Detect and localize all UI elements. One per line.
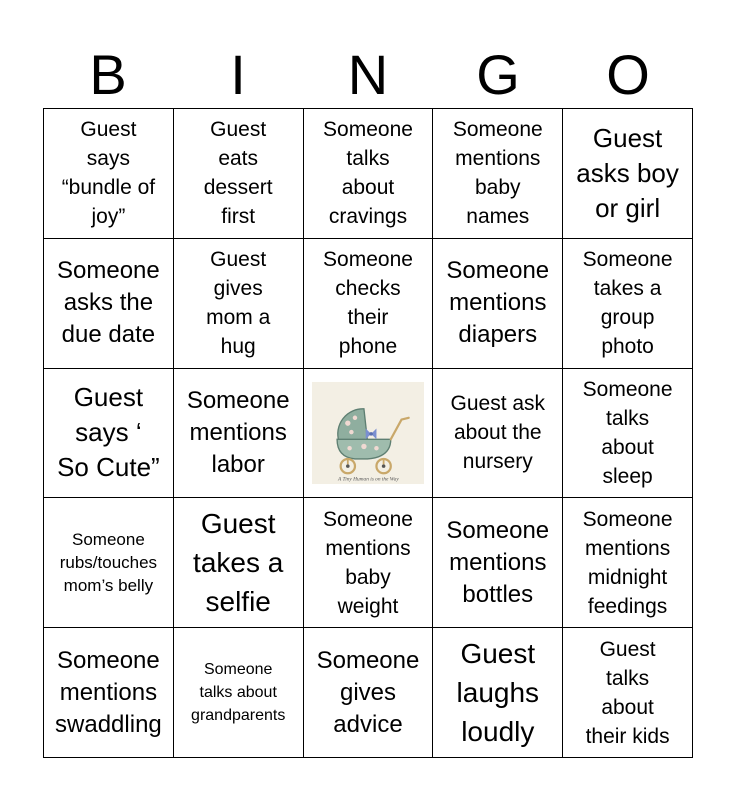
bingo-cell[interactable] <box>44 239 174 369</box>
cell-text: Guest takes a selfie <box>193 508 284 618</box>
header-letter-g: G <box>476 43 520 106</box>
bingo-cell[interactable] <box>433 369 563 499</box>
cell-text: Guest talks about their kids <box>585 637 670 748</box>
cell-text: Someone takes a group photo <box>582 248 673 359</box>
baby-carriage-icon <box>312 376 425 490</box>
cell-text: Someone mentions baby names <box>452 118 543 229</box>
bingo-cell[interactable] <box>433 239 563 369</box>
bingo-cell[interactable] <box>563 498 693 628</box>
bingo-cell[interactable] <box>563 109 693 239</box>
cell-text: Someone rubs/touches mom’s belly <box>59 530 158 596</box>
bingo-cell[interactable] <box>44 109 174 239</box>
cell-text: Someone asks the due date <box>57 257 160 349</box>
bingo-cell[interactable] <box>304 498 434 628</box>
cell-text: Someone talks about grandparents <box>191 661 286 725</box>
bingo-cell[interactable] <box>433 498 563 628</box>
cell-text: Guest says “bundle of joy” <box>61 118 156 229</box>
cell-text: Someone mentions swaddling <box>55 646 162 738</box>
bingo-cell[interactable] <box>433 109 563 239</box>
cell-text: Someone mentions diapers <box>446 257 550 349</box>
header-letter-i: I <box>230 43 246 106</box>
bingo-cell[interactable] <box>174 498 304 628</box>
cell-text: Guest says ‘ So Cute” <box>57 382 160 483</box>
cell-text: Someone talks about sleep <box>582 377 673 488</box>
cell-text: Someone mentions labor <box>186 386 290 478</box>
bingo-cell[interactable] <box>44 628 174 758</box>
bingo-cell[interactable] <box>304 109 434 239</box>
bingo-cell[interactable] <box>44 498 174 628</box>
cell-text: Someone mentions bottles <box>446 516 550 608</box>
cell-text: Someone gives advice <box>316 646 420 738</box>
bingo-cell[interactable] <box>563 628 693 758</box>
bingo-header <box>43 42 693 108</box>
cell-text: Someone mentions midnight feedings <box>582 507 673 618</box>
header-letter-o: O <box>606 43 650 106</box>
cell-text: Someone checks their phone <box>323 248 413 359</box>
bingo-cell[interactable] <box>174 369 304 499</box>
bingo-cell[interactable] <box>174 239 304 369</box>
cell-text: Guest eats dessert first <box>203 118 273 229</box>
cell-text: Guest ask about the nursery <box>450 392 546 474</box>
cell-text: Someone mentions baby weight <box>323 507 413 618</box>
bingo-cell[interactable] <box>433 628 563 758</box>
free-space-caption: A Tiny Human is on the Way <box>337 476 399 483</box>
bingo-cell[interactable] <box>304 239 434 369</box>
bingo-cell[interactable] <box>563 239 693 369</box>
free-space[interactable] <box>304 369 434 499</box>
bingo-cell[interactable] <box>304 628 434 758</box>
header-letter-n: N <box>347 43 389 106</box>
bingo-cell[interactable] <box>174 628 304 758</box>
bingo-grid <box>43 108 693 758</box>
cell-text: Someone talks about cravings <box>323 118 413 229</box>
cell-text: Guest laughs loudly <box>456 638 540 748</box>
bingo-cell[interactable] <box>174 109 304 239</box>
bingo-cell[interactable] <box>44 369 174 499</box>
cell-text: Guest gives mom a hug <box>206 248 271 359</box>
bingo-cell[interactable] <box>563 369 693 499</box>
header-letter-b: B <box>89 43 127 106</box>
cell-text: Guest asks boy or girl <box>576 122 679 223</box>
